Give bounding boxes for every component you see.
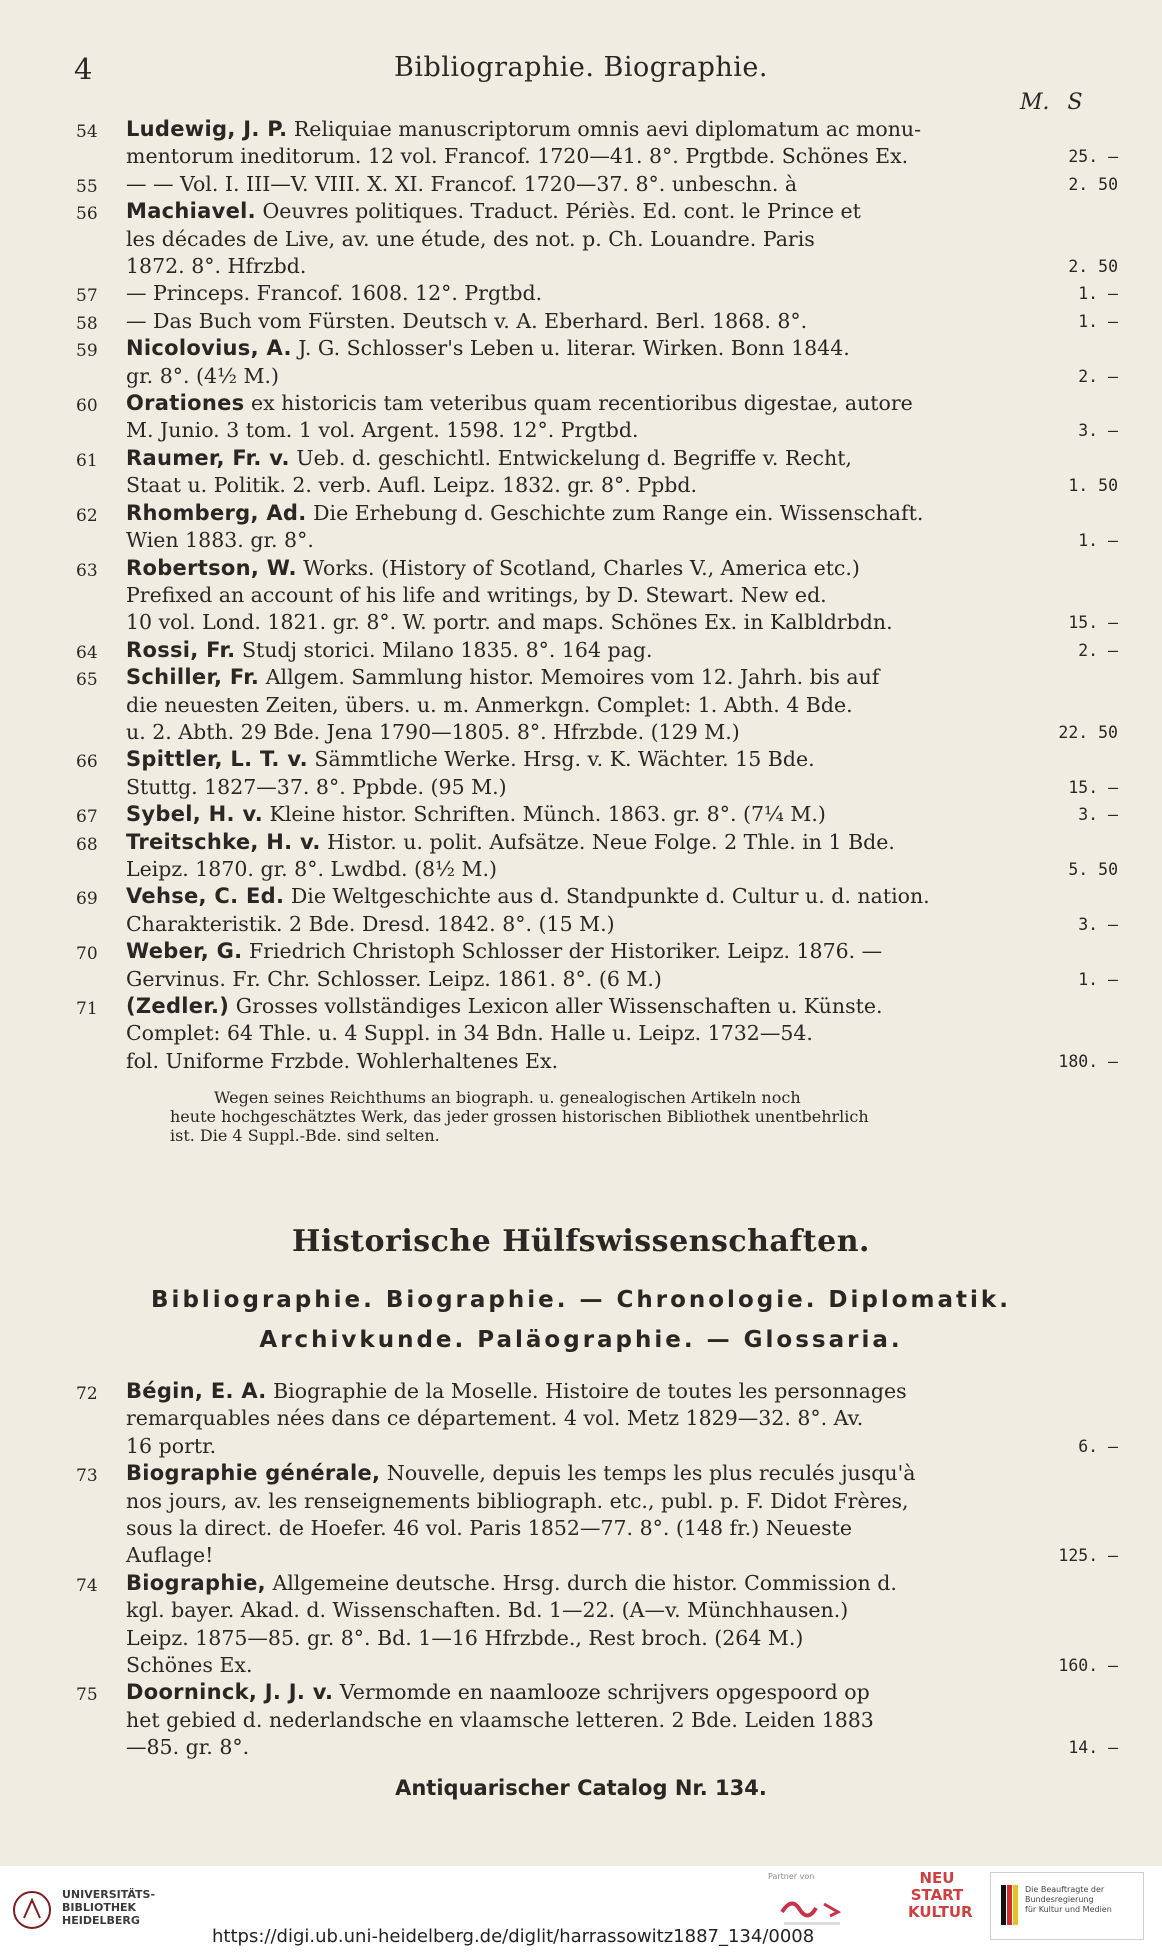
- catalog-entries-section2: [72, 1378, 1118, 1762]
- entry-line: [126, 527, 1016, 554]
- ub-name-line: BIBLIOTHEK: [62, 1901, 137, 1914]
- entry-text: Die Erhebung d. Geschichte zum Range ein. Wissenschaft.: [313, 500, 924, 525]
- bkm-logo[interactable]: [990, 1872, 1144, 1940]
- entry-text: Vermomde en naamlooze schrijvers opgespoord op: [339, 1680, 870, 1705]
- entry-price: 3. —: [1078, 914, 1118, 934]
- entry-price: 1. —: [1078, 311, 1118, 331]
- catalog-entry: [72, 308, 1118, 335]
- catalog-entry: [72, 198, 1118, 280]
- entry-line: [126, 966, 1016, 993]
- entry-line: [126, 1625, 1016, 1652]
- entry-line: [126, 774, 1016, 801]
- entry-line: [126, 692, 1016, 719]
- entry-text: Works. (History of Scotland, Charles V., America etc.): [303, 555, 860, 580]
- entry-price: 1. —: [1078, 531, 1118, 551]
- running-title: Bibliographie. Biographie.: [394, 52, 768, 83]
- catalog-entry: [72, 280, 1118, 307]
- catalog-entry: [72, 445, 1118, 500]
- entry-line: [126, 1707, 1016, 1734]
- entry-text: — Princeps. Francof. 1608. 12°. Prgtbd.: [126, 281, 543, 306]
- entry-text: Oeuvres politiques. Traduct. Périès. Ed. cont. le Prince et: [262, 199, 861, 224]
- entry-line: [126, 1020, 1016, 1047]
- entry-price: 6. —: [1078, 1436, 1118, 1456]
- entry-author: Bégin, E. A.: [126, 1379, 267, 1403]
- running-header: [0, 52, 1162, 92]
- entry-text: Sämmtliche Werke. Hrsg. v. K. Wächter. 15 Bde.: [314, 747, 815, 772]
- entry-number: 55: [76, 176, 98, 197]
- entry-text: Ueb. d. geschichtl. Entwickelung d. Begriffe v. Recht,: [296, 445, 852, 470]
- ddb-logo-icon[interactable]: [778, 1886, 848, 1930]
- entry-number: 69: [76, 889, 98, 910]
- entry-text: Staat u. Politik. 2. verb. Aufl. Leipz. 1832. gr. 8°. Ppbd.: [126, 473, 698, 498]
- catalog-entry: [72, 116, 1118, 171]
- entry-line: [126, 226, 1016, 253]
- entry-price: 2. —: [1078, 640, 1118, 660]
- entry-price: 25. —: [1068, 147, 1118, 167]
- bkm-line: für Kultur und Medien: [1025, 1905, 1112, 1914]
- entry-price: 2. —: [1078, 366, 1118, 386]
- entry-author: Schiller, Fr.: [126, 665, 260, 690]
- entry-number: 57: [76, 286, 98, 307]
- entry-text: kgl. bayer. Akad. d. Wissenschaften. Bd. 1—22. (A—v. Münchhausen.): [126, 1598, 849, 1623]
- entry-line: [126, 445, 1016, 472]
- entry-number: 56: [76, 204, 98, 225]
- source-url[interactable]: https://digi.ub.uni-heidelberg.de/diglit/harrassowitz1887_134/0008: [212, 1926, 815, 1947]
- entry-number: 60: [76, 396, 98, 417]
- entry-line: [126, 1652, 1016, 1679]
- entry-price: 15. —: [1068, 777, 1118, 797]
- digitization-strip: [0, 1866, 1162, 1952]
- entry-text: Auflage!: [126, 1543, 214, 1568]
- entry-author: (Zedler.): [126, 994, 230, 1018]
- entry-text: les décades de Live, av. une étude, des not. p. Ch. Louandre. Paris: [126, 226, 815, 251]
- entry-line: [126, 609, 1016, 636]
- ub-seal-icon: [12, 1890, 52, 1930]
- entry-author: Ludewig, J. P.: [126, 117, 288, 141]
- entry-text: die neuesten Zeiten, übers. u. m. Anmerkgn. Complet: 1. Abth. 4 Bde.: [126, 692, 853, 717]
- section-subtitle: Bibliographie. Biographie. — Chronologie. Diplomatik.: [151, 1287, 1011, 1313]
- entry-line: [126, 1542, 1016, 1569]
- catalog-entry: [72, 1378, 1118, 1460]
- entry-line: [126, 1378, 1016, 1405]
- entry-line: [126, 664, 1016, 691]
- entry-price: 3. —: [1078, 421, 1118, 441]
- entry-price: 15. —: [1068, 613, 1118, 633]
- catalog-entry: [72, 829, 1118, 884]
- entry-number: 66: [76, 752, 98, 773]
- entry-line: [126, 335, 1016, 362]
- bkm-line: Die Beauftragte der Bundesregierung: [1025, 1885, 1105, 1904]
- entry-text: ex historicis tam veteribus quam recentioribus digestae, autore: [250, 391, 913, 416]
- entry-text: u. 2. Abth. 29 Bde. Jena 1790—1805. 8°. Hfrzbde. (129 M.): [126, 719, 740, 744]
- entry-line: [126, 746, 1016, 773]
- entry-price: 125. —: [1058, 1546, 1118, 1566]
- catalog-entry: [72, 1570, 1118, 1680]
- entry-number: 64: [76, 642, 98, 663]
- neustart-kultur-logo[interactable]: [908, 1869, 973, 1942]
- entry-text: Prefixed an account of his life and writings, by D. Stewart. New ed.: [126, 582, 827, 607]
- entry-line: [126, 116, 1016, 143]
- entry-number: 72: [76, 1384, 98, 1404]
- entry-line: [126, 719, 1016, 746]
- entry-line: [126, 1679, 1016, 1706]
- entry-text: gr. 8°. (4½ M.): [126, 363, 279, 388]
- entry-price: 5. 50: [1068, 859, 1118, 879]
- catalog-entry: [72, 500, 1118, 555]
- entry-line: [126, 198, 1016, 225]
- entry-line: [126, 993, 1016, 1020]
- entry-price: 1. —: [1078, 284, 1118, 304]
- entry-number: 62: [76, 505, 98, 526]
- entry-number: 58: [76, 313, 98, 334]
- entry-line: [126, 829, 1016, 856]
- entry-text: Charakteristik. 2 Bde. Dresd. 1842. 8°. (15 M.): [126, 911, 615, 936]
- entry-number: 67: [76, 807, 98, 828]
- entry-price: 22. 50: [1058, 722, 1118, 742]
- section-title: Historische Hülfswissenschaften.: [292, 1224, 870, 1259]
- catalog-entry: [72, 1679, 1118, 1761]
- entry-line: [126, 280, 1016, 307]
- entry-text: Histor. u. polit. Aufsätze. Neue Folge. 2 Thle. in 1 Bde.: [327, 829, 895, 854]
- entry-number: 75: [76, 1685, 98, 1706]
- entry-text: het gebied d. nederlandsche en vlaamsche letteren. 2 Bde. Leiden 1883: [126, 1707, 874, 1732]
- entry-text: Grosses vollständiges Lexicon aller Wissenschaften u. Künste.: [235, 994, 883, 1018]
- entry-author: Doorninck, J. J. v.: [126, 1680, 334, 1705]
- entry-author: Sybel, H. v.: [126, 802, 263, 827]
- entry-author: Machiavel.: [126, 199, 256, 224]
- entry-number: 54: [76, 122, 98, 142]
- neustart-line: KULTUR: [908, 1903, 973, 1921]
- entry-line: [126, 637, 1016, 664]
- entry-note: [170, 1088, 1040, 1145]
- entry-price: 180. —: [1058, 1051, 1118, 1071]
- entry-line: [126, 253, 1016, 280]
- entry-line: [126, 1734, 1016, 1761]
- section-subtitle: Archivkunde. Paläographie. — Glossaria.: [259, 1327, 903, 1353]
- catalog-entry: [72, 335, 1118, 390]
- entry-price: 14. —: [1068, 1738, 1118, 1758]
- entry-line: [126, 1488, 1016, 1515]
- entry-text: J. G. Schlosser's Leben u. literar. Wirken. Bonn 1844.: [298, 336, 850, 361]
- catalog-entries-section1: [72, 116, 1118, 1075]
- entry-author: Weber, G.: [126, 939, 243, 964]
- entry-line: [126, 1405, 1016, 1432]
- entry-author: Vehse, C. Ed.: [126, 884, 285, 909]
- entry-price: 2. 50: [1068, 257, 1118, 277]
- entry-line: [126, 938, 1016, 965]
- catalog-entry: [72, 993, 1118, 1075]
- page-number: 4: [74, 52, 93, 86]
- entry-author: Robertson, W.: [126, 555, 297, 580]
- entry-price: 160. —: [1058, 1656, 1118, 1676]
- entry-number: 59: [76, 341, 98, 362]
- catalog-entry: [72, 938, 1118, 993]
- entry-price: 2. 50: [1068, 174, 1118, 194]
- catalog-entry: [72, 1460, 1118, 1570]
- entry-line: [126, 308, 1016, 335]
- entry-text: Kleine histor. Schriften. Münch. 1863. gr. 8°. (7¼ M.): [269, 802, 826, 827]
- entry-text: remarquables nées dans ce département. 4 vol. Metz 1829—32. 8°. Av.: [126, 1406, 864, 1431]
- note-line: heute hochgeschätztes Werk, das jeder grossen historischen Bibliothek unentbehrlich: [170, 1107, 869, 1126]
- federal-eagle-icon: [999, 1883, 1019, 1927]
- entry-number: 65: [76, 670, 98, 691]
- entry-text: 10 vol. Lond. 1821. gr. 8°. W. portr. and maps. Schönes Ex. in Kalbldrbdn.: [126, 610, 893, 635]
- neustart-line: START: [910, 1886, 964, 1904]
- entry-text: Friedrich Christoph Schlosser der Historiker. Leipz. 1876. —: [248, 939, 883, 964]
- entry-line: [126, 363, 1016, 390]
- entry-line: [126, 1515, 1016, 1542]
- entry-price: 1. 50: [1068, 476, 1118, 496]
- ub-heidelberg-logo[interactable]: [12, 1886, 162, 1936]
- note-line: Wegen seines Reichthums an biograph. u. genealogischen Artikeln noch: [214, 1088, 801, 1107]
- catalog-entry: [72, 664, 1118, 746]
- entry-line: [126, 1570, 1016, 1597]
- entry-author: Biographie,: [126, 1570, 266, 1595]
- currency-mark-pfennig: S: [1067, 90, 1083, 115]
- entry-text: — Das Buch vom Fürsten. Deutsch v. A. Eberhard. Berl. 1868. 8°.: [126, 308, 808, 333]
- entry-text: Die Weltgeschichte aus d. Standpunkte d. Cultur u. d. nation.: [290, 884, 930, 909]
- entry-text: M. Junio. 3 tom. 1 vol. Argent. 1598. 12°. Prgtbd.: [126, 418, 639, 443]
- entry-text: Gervinus. Fr. Chr. Schlosser. Leipz. 1861. 8°. (6 M.): [126, 966, 662, 991]
- entry-author: Spittler, L. T. v.: [126, 747, 308, 772]
- catalog-entry: [72, 801, 1118, 828]
- entry-number: 71: [76, 999, 98, 1019]
- catalog-entry: [72, 171, 1118, 198]
- catalog-entry: [72, 746, 1118, 801]
- catalog-entry: [72, 390, 1118, 445]
- entry-line: [126, 500, 1016, 527]
- entry-line: [126, 143, 1016, 170]
- note-line: ist. Die 4 Suppl.-Bde. sind selten.: [170, 1126, 440, 1145]
- entry-text: Biographie de la Moselle. Histoire de toutes les personnages: [273, 1379, 907, 1403]
- entry-text: Schönes Ex.: [126, 1653, 253, 1678]
- entry-text: — — Vol. I. III—V. VIII. X. XI. Francof. 1720—37. 8°. unbeschn. à: [126, 171, 798, 196]
- page-footer: Antiquarischer Catalog Nr. 134.: [395, 1776, 767, 1800]
- entry-line: [126, 1460, 1016, 1487]
- catalog-entry: [72, 555, 1118, 637]
- entry-line: [126, 1597, 1016, 1624]
- entry-line: [126, 801, 1016, 828]
- entry-text: Allgem. Sammlung histor. Memoires vom 12. Jahrh. bis auf: [265, 665, 880, 690]
- entry-text: Leipz. 1870. gr. 8°. Lwdbd. (8½ M.): [126, 856, 497, 881]
- entry-line: [126, 390, 1016, 417]
- entry-number: 61: [76, 450, 98, 471]
- entry-line: [126, 555, 1016, 582]
- entry-text: Wien 1883. gr. 8°.: [126, 528, 314, 553]
- currency-mark-mark: M.: [1020, 90, 1050, 115]
- entry-text: Reliquiae manuscriptorum omnis aevi diplomatum ac monu-: [293, 117, 922, 141]
- entry-line: [126, 171, 1016, 198]
- partner-label: Partner von: [768, 1872, 815, 1881]
- entry-text: mentorum ineditorum. 12 vol. Francof. 1720—41. 8°. Prgtbde. Schönes Ex.: [126, 144, 909, 169]
- catalog-entry: [72, 883, 1118, 938]
- entry-line: [126, 1433, 1016, 1460]
- entry-text: fol. Uniforme Frzbde. Wohlerhaltenes Ex.: [126, 1048, 559, 1073]
- entry-line: [126, 1048, 1016, 1075]
- entry-author: Nicolovius, A.: [126, 336, 292, 361]
- entry-line: [126, 472, 1016, 499]
- entry-line: [126, 417, 1016, 444]
- entry-author: Treitschke, H. v.: [126, 829, 321, 854]
- neustart-line: NEU: [919, 1869, 955, 1887]
- entry-text: 16 portr.: [126, 1433, 217, 1458]
- entry-text: Nouvelle, depuis les temps les plus reculés jusqu'à: [386, 1461, 916, 1486]
- entry-price: 1. —: [1078, 969, 1118, 989]
- entry-text: sous la direct. de Hoefer. 46 vol. Paris 1852—77. 8°. (148 fr.) Neueste: [126, 1516, 852, 1541]
- entry-text: Allgemeine deutsche. Hrsg. durch die histor. Commission d.: [272, 1570, 897, 1595]
- entry-number: 68: [76, 834, 98, 855]
- entry-author: Biographie générale,: [126, 1461, 381, 1486]
- entry-line: [126, 582, 1016, 609]
- entry-line: [126, 911, 1016, 938]
- entry-text: Leipz. 1875—85. gr. 8°. Bd. 1—16 Hfrzbde., Rest broch. (264 M.): [126, 1625, 804, 1650]
- entry-text: —85. gr. 8°.: [126, 1735, 250, 1760]
- catalog-entry: [72, 637, 1118, 664]
- entry-author: Orationes: [126, 391, 245, 416]
- entry-line: [126, 883, 1016, 910]
- ub-name-line: UNIVERSITÄTS-: [62, 1888, 156, 1901]
- entry-author: Raumer, Fr. v.: [126, 445, 290, 470]
- entry-text: nos jours, av. les renseignements bibliograph. etc., publ. p. F. Didot Frères,: [126, 1488, 909, 1513]
- currency-column-header: [1020, 90, 1101, 115]
- entry-price: 3. —: [1078, 805, 1118, 825]
- entry-text: Complet: 64 Thle. u. 4 Suppl. in 34 Bdn. Halle u. Leipz. 1732—54.: [126, 1021, 813, 1046]
- entry-line: [126, 856, 1016, 883]
- entry-author: Rhomberg, Ad.: [126, 500, 307, 525]
- ub-name-line: HEIDELBERG: [62, 1914, 140, 1927]
- entry-number: 74: [76, 1575, 98, 1596]
- entry-number: 70: [76, 944, 98, 965]
- entry-text: Studj storici. Milano 1835. 8°. 164 pag.: [241, 637, 653, 662]
- entry-text: Stuttg. 1827—37. 8°. Ppbde. (95 M.): [126, 774, 507, 799]
- entry-author: Rossi, Fr.: [126, 637, 236, 662]
- entry-number: 63: [76, 560, 98, 581]
- entry-number: 73: [76, 1466, 98, 1487]
- entry-text: 1872. 8°. Hfrzbd.: [126, 254, 307, 279]
